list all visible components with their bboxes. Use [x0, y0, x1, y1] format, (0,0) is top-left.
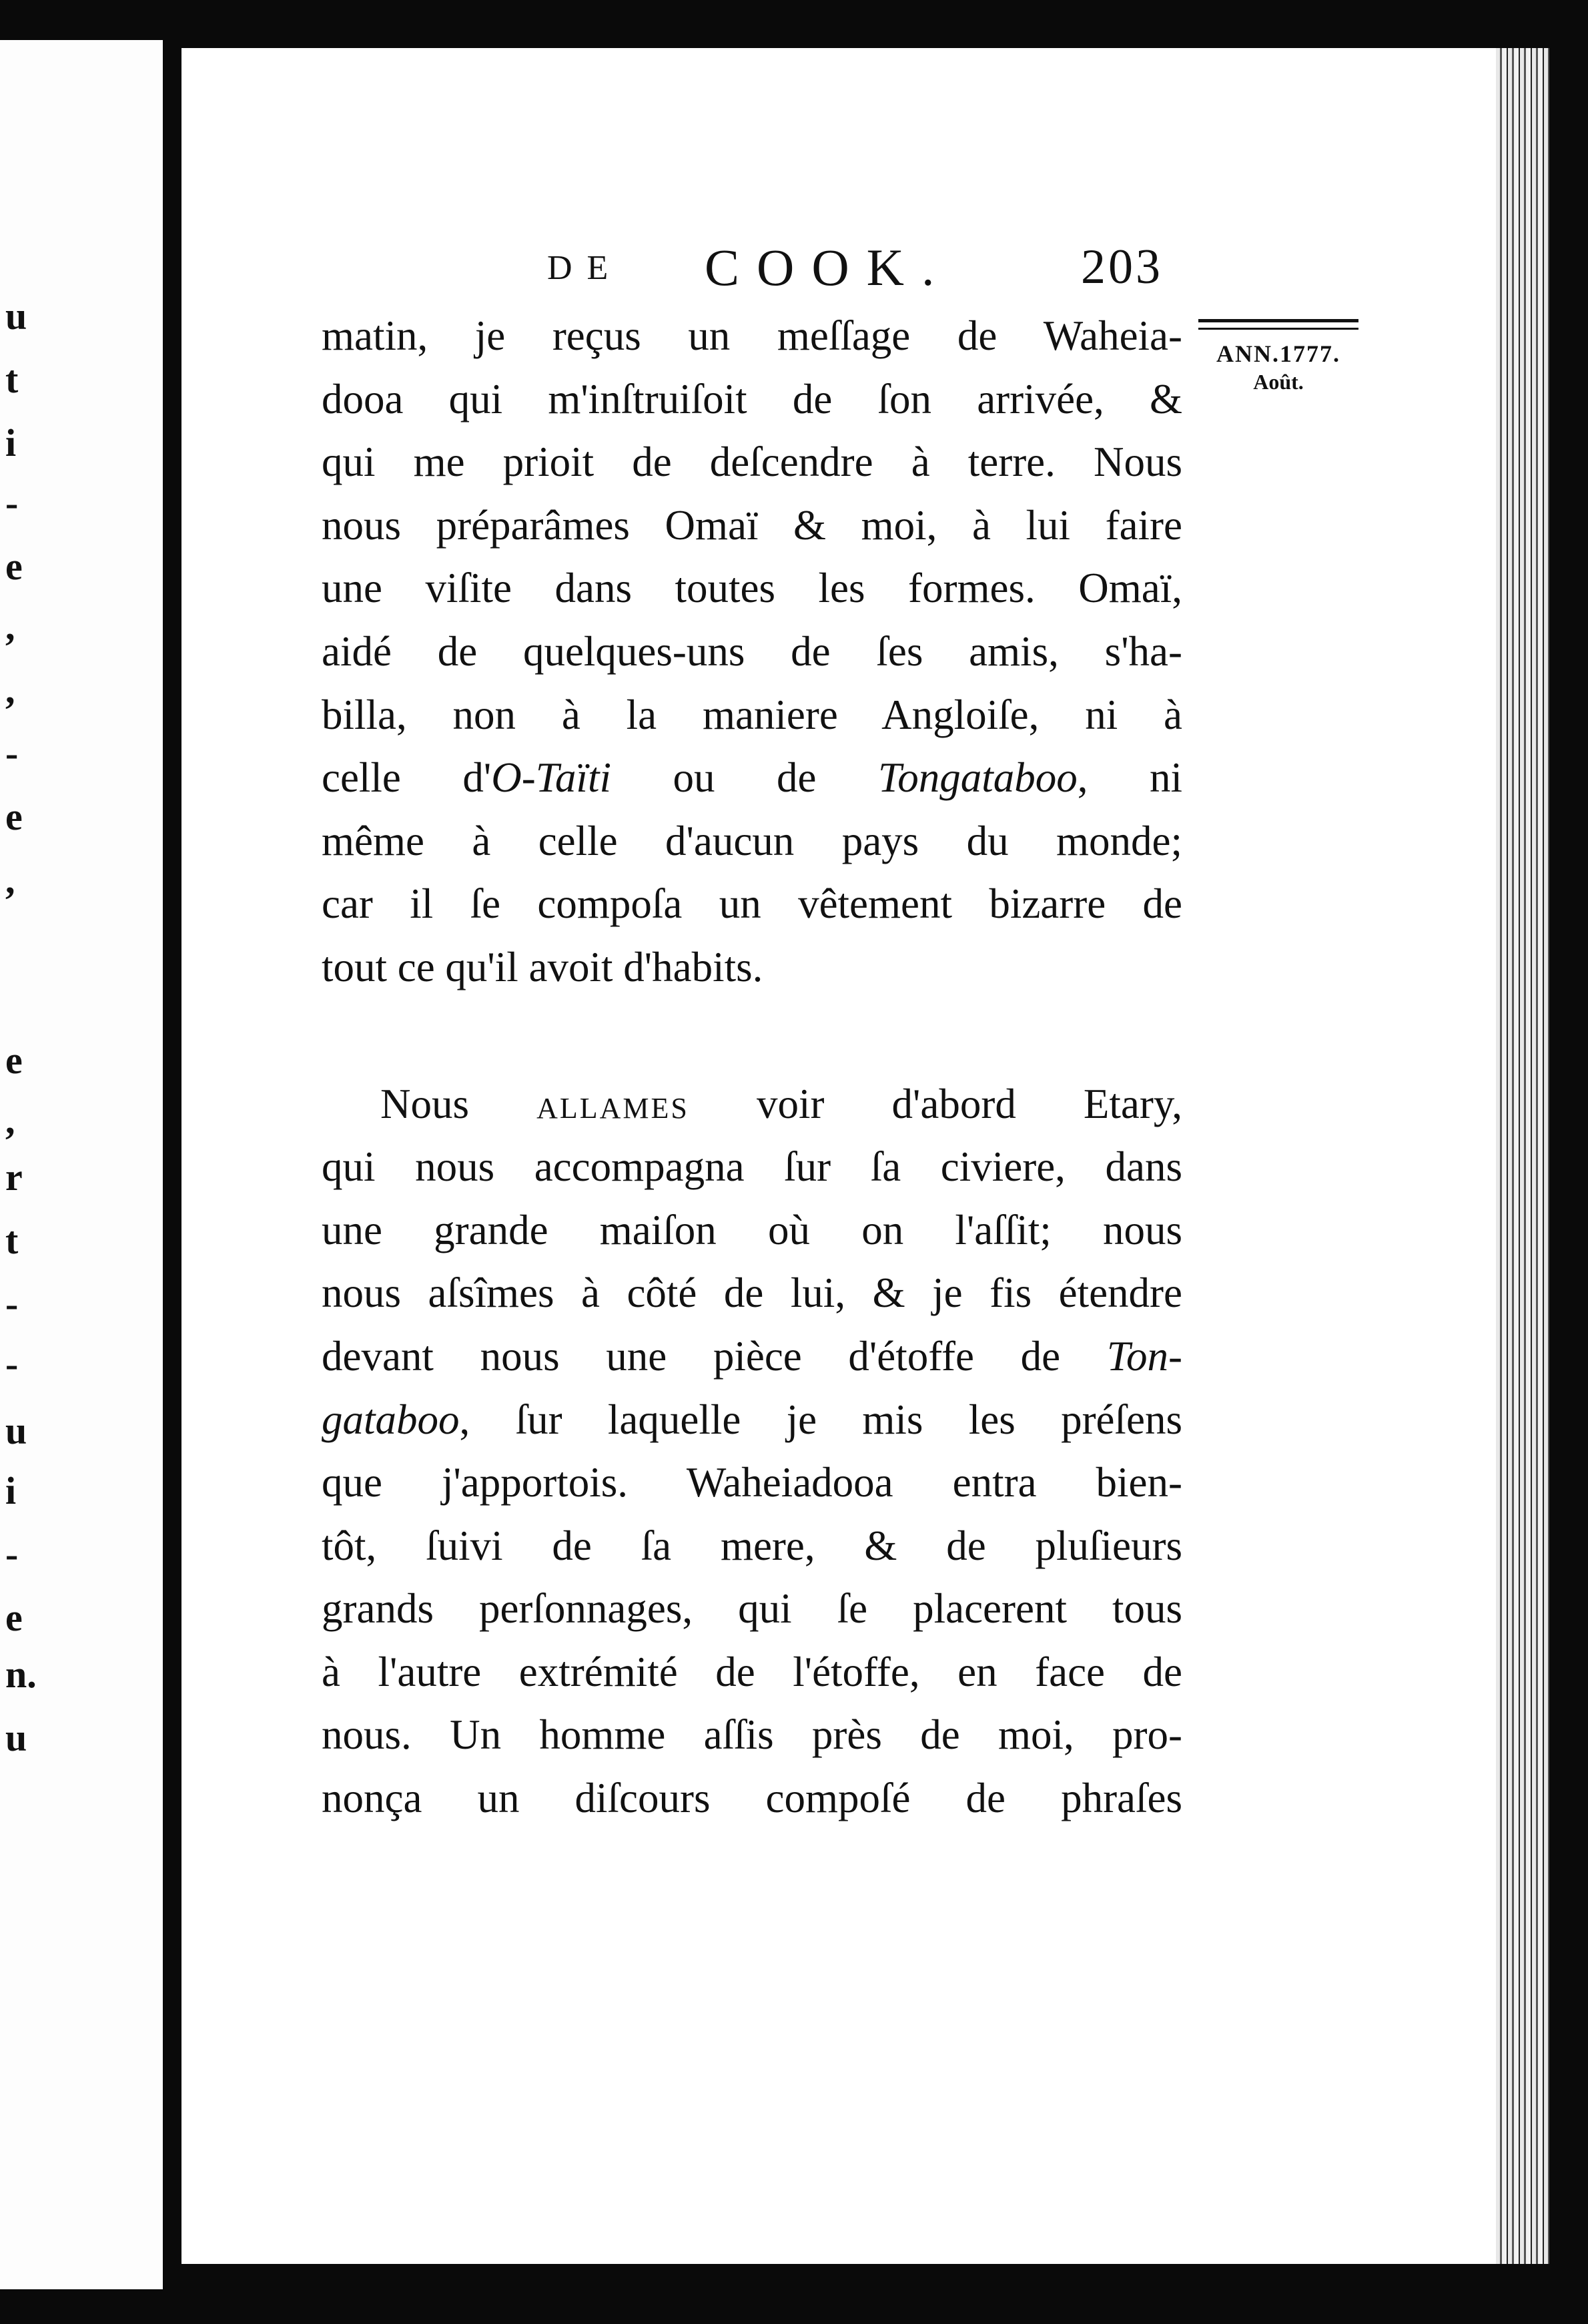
fragment: i — [5, 421, 17, 465]
fragment: , — [5, 858, 15, 902]
text-line: que j'apportois. Waheiadooa entra bien- — [322, 1459, 1182, 1506]
margin-note — [1198, 319, 1358, 395]
fragment: i — [5, 1469, 17, 1512]
italic-place-name: Ton- — [1106, 1332, 1182, 1380]
text-line — [322, 1325, 1182, 1388]
text-line: grands perſonnages, qui ſe placerent tous — [322, 1585, 1182, 1633]
text-fragment: , ſur laquelle je mis les préſens — [459, 1396, 1182, 1443]
header-de: DE — [547, 249, 623, 287]
text-line: qui nous accompagna ſur ſa civiere, dans — [322, 1143, 1182, 1191]
body-text — [322, 304, 1182, 1830]
text-line: qui me prioit de deſcendre à terre. Nous — [322, 439, 1182, 486]
text-fragment: , ni — [1077, 754, 1182, 802]
text-line: billa, non à la maniere Angloiſe, ni à — [322, 691, 1182, 738]
fragment: n. — [5, 1653, 37, 1696]
text-line — [322, 1073, 1182, 1136]
margin-note-year: ANN.1777. — [1216, 340, 1340, 367]
fragment: r — [5, 1155, 23, 1199]
text-fragment: ou de — [611, 754, 878, 802]
text-fragment: devant nous une pièce d'étoffe de — [322, 1332, 1107, 1380]
fragment: e — [5, 1039, 23, 1082]
fragment: , — [5, 668, 15, 711]
text-fragment: Nous — [380, 1080, 470, 1127]
text-line: nous préparâmes Omaï & moi, à lui faire — [322, 501, 1182, 549]
text-fragment: celle d' — [322, 754, 492, 802]
text-line: nonça un diſcours compoſé de phraſes — [322, 1775, 1182, 1822]
margin-note-month: Août. — [1253, 370, 1304, 394]
text-line — [322, 746, 1182, 810]
text-line: nous. Un homme aſſis près de moi, pro- — [322, 1711, 1182, 1759]
text-line: tout ce qu'il avoit d'habits. — [322, 943, 763, 990]
fragment: u — [5, 294, 27, 338]
header-cook: COOK. — [705, 238, 952, 296]
text-line: à l'autre extrémité de l'étoffe, en face de — [322, 1648, 1182, 1695]
fragment: - — [5, 1532, 19, 1576]
fragment: - — [5, 732, 19, 775]
text-line: tôt, ſuivi de ſa mere, & de pluſieurs — [322, 1522, 1182, 1569]
fragment: - — [5, 1342, 19, 1386]
italic-place-name: gataboo — [322, 1396, 460, 1443]
text-line: une viſite dans toutes les formes. Omaï, — [322, 565, 1182, 612]
fragment: e — [5, 545, 23, 588]
italic-place-name: Tongataboo — [877, 754, 1078, 802]
text-line: matin, je reçus un meſſage de Waheia- — [322, 312, 1182, 359]
text-line: car il ſe compoſa un vêtement bizarre de — [322, 880, 1182, 928]
paragraph-gap — [322, 999, 1182, 1073]
text-line: dooa qui m'inſtruiſoit de ſon arrivée, & — [322, 375, 1182, 422]
small-caps-word: allames — [536, 1080, 689, 1127]
page-edge-gutter — [1496, 48, 1549, 2264]
fragment: t — [5, 358, 19, 401]
fragment: u — [5, 1409, 27, 1452]
text-fragment: voir d'abord Etary, — [689, 1080, 1182, 1127]
running-header — [547, 240, 1201, 307]
fragment: , — [5, 605, 15, 648]
fragment: e — [5, 795, 23, 838]
facing-page-fragments — [0, 0, 40, 2324]
fragment: - — [5, 1282, 19, 1326]
page-number: 203 — [1081, 240, 1163, 294]
text-line — [322, 1388, 1182, 1452]
text-line: nous aſsîmes à côté de lui, & je fis étendre — [322, 1269, 1182, 1317]
fragment: u — [5, 1716, 27, 1759]
fragment: t — [5, 1219, 19, 1262]
fragment: , — [5, 1099, 15, 1142]
fragment: e — [5, 1596, 23, 1639]
fragment: - — [5, 481, 19, 525]
text-line: aidé de quelques-uns de ſes amis, s'ha- — [322, 627, 1182, 675]
text-line: même à celle d'aucun pays du monde; — [322, 817, 1182, 864]
margin-note-rule — [1198, 319, 1358, 330]
text-line: une grande maiſon où on l'aſſit; nous — [322, 1206, 1182, 1253]
italic-place-name: O-Taïti — [491, 754, 611, 802]
